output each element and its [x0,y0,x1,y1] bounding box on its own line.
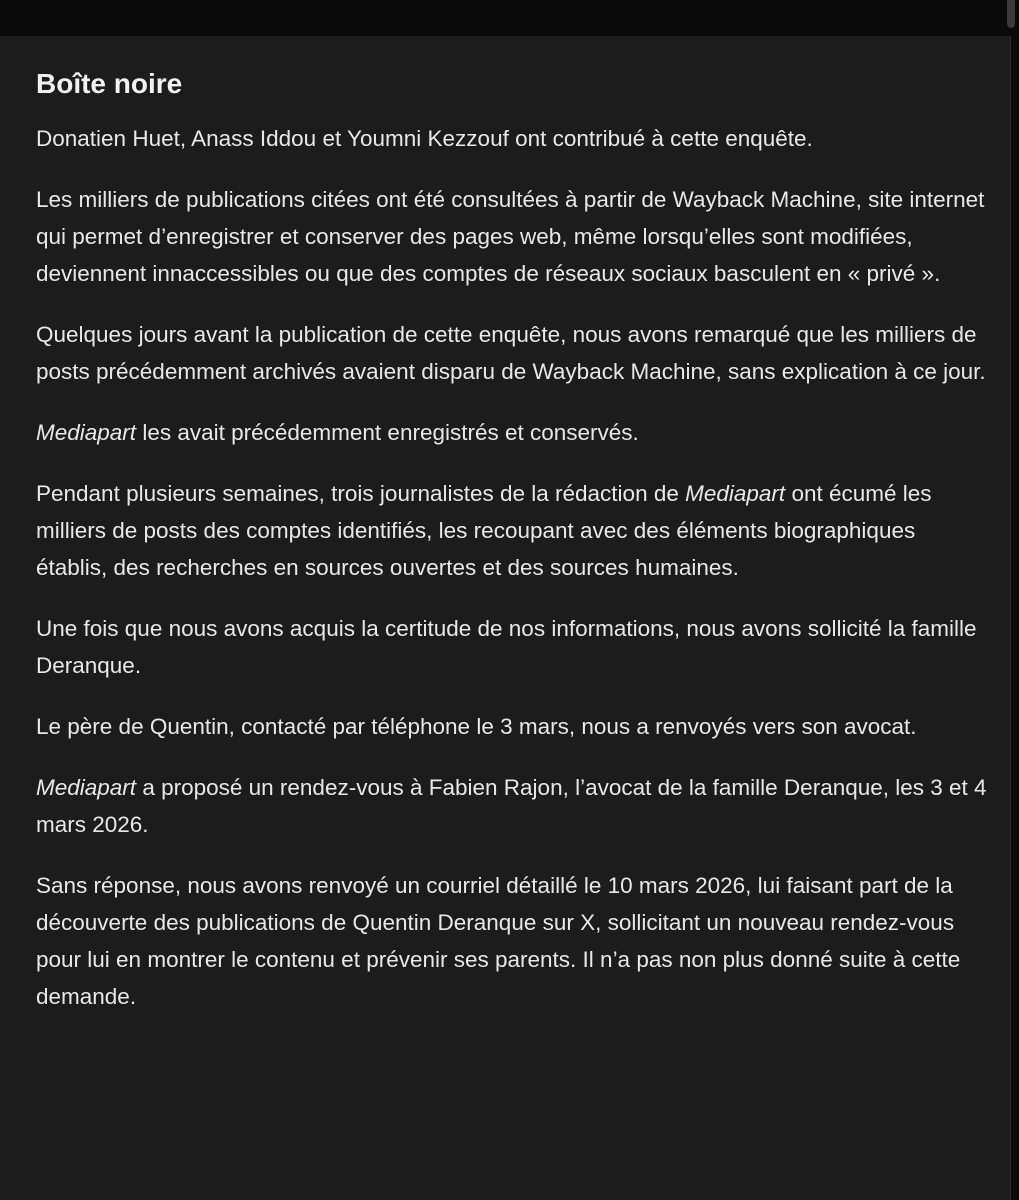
black-box-section [0,36,1011,1200]
paragraph-family: Une fois que nous avons acquis la certitude de nos informations, nous avons sollicité la famille Deranque. [36,616,977,678]
paragraph-contributors: Donatien Huet, Anass Iddou et Youmni Kezzouf ont contribué à cette enquête. [36,126,813,151]
paragraph-text: Pendant plusieurs semaines, trois journalistes de la rédaction de [36,481,686,506]
top-bar [0,0,1019,36]
scrollbar-thumb[interactable] [1007,0,1015,28]
paragraph-text: les avait précédemment enregistrés et conservés. [136,420,639,445]
mediapart-emphasis: Mediapart [685,481,786,506]
paragraph-wayback: Les milliers de publications citées ont été consultées à partir de Wayback Machine, site internet qui permet d’enregistrer et conserver des pages web, même lorsqu’elles sont modifiées, deviennent innaccessibles ou que des comptes de réseaux sociaux basculent en « privé ». [36,187,985,286]
paragraph-disappeared: Quelques jours avant la publication de cette enquête, nous avons remarqué que les milliers de posts précédemment archivés avaient disparu de Wayback Machine, sans explication à ce jour. [36,322,986,384]
black-box-content [36,64,991,1039]
mediapart-emphasis: Mediapart [36,420,137,445]
paragraph-journalists [36,475,991,586]
paragraph-saved [36,414,991,451]
section-title: Boîte noire [36,68,183,99]
mediapart-emphasis: Mediapart [36,775,137,800]
paragraph-text: ont écumé les milliers de posts des comptes identifiés, les recoupant avec des éléments biographiques établis, des recherches en sources ouvertes et des sources humaines. [36,481,932,580]
paragraph-lawyer [36,769,991,843]
paragraph-text: a proposé un rendez-vous à Fabien Rajon, l’avocat de la famille Deranque, les 3 et 4 mars 2026. [36,775,987,837]
paragraph-father: Le père de Quentin, contacté par téléphone le 3 mars, nous a renvoyés vers son avocat. [36,714,917,739]
paragraph-no-response: Sans réponse, nous avons renvoyé un courriel détaillé le 10 mars 2026, lui faisant part de la découverte des publications de Quentin Deranque sur X, sollicitant un nouveau rendez-vous pour lui en montrer le contenu et prévenir ses parents. Il n’a pas non plus donné suite à cette demande. [36,873,961,1009]
